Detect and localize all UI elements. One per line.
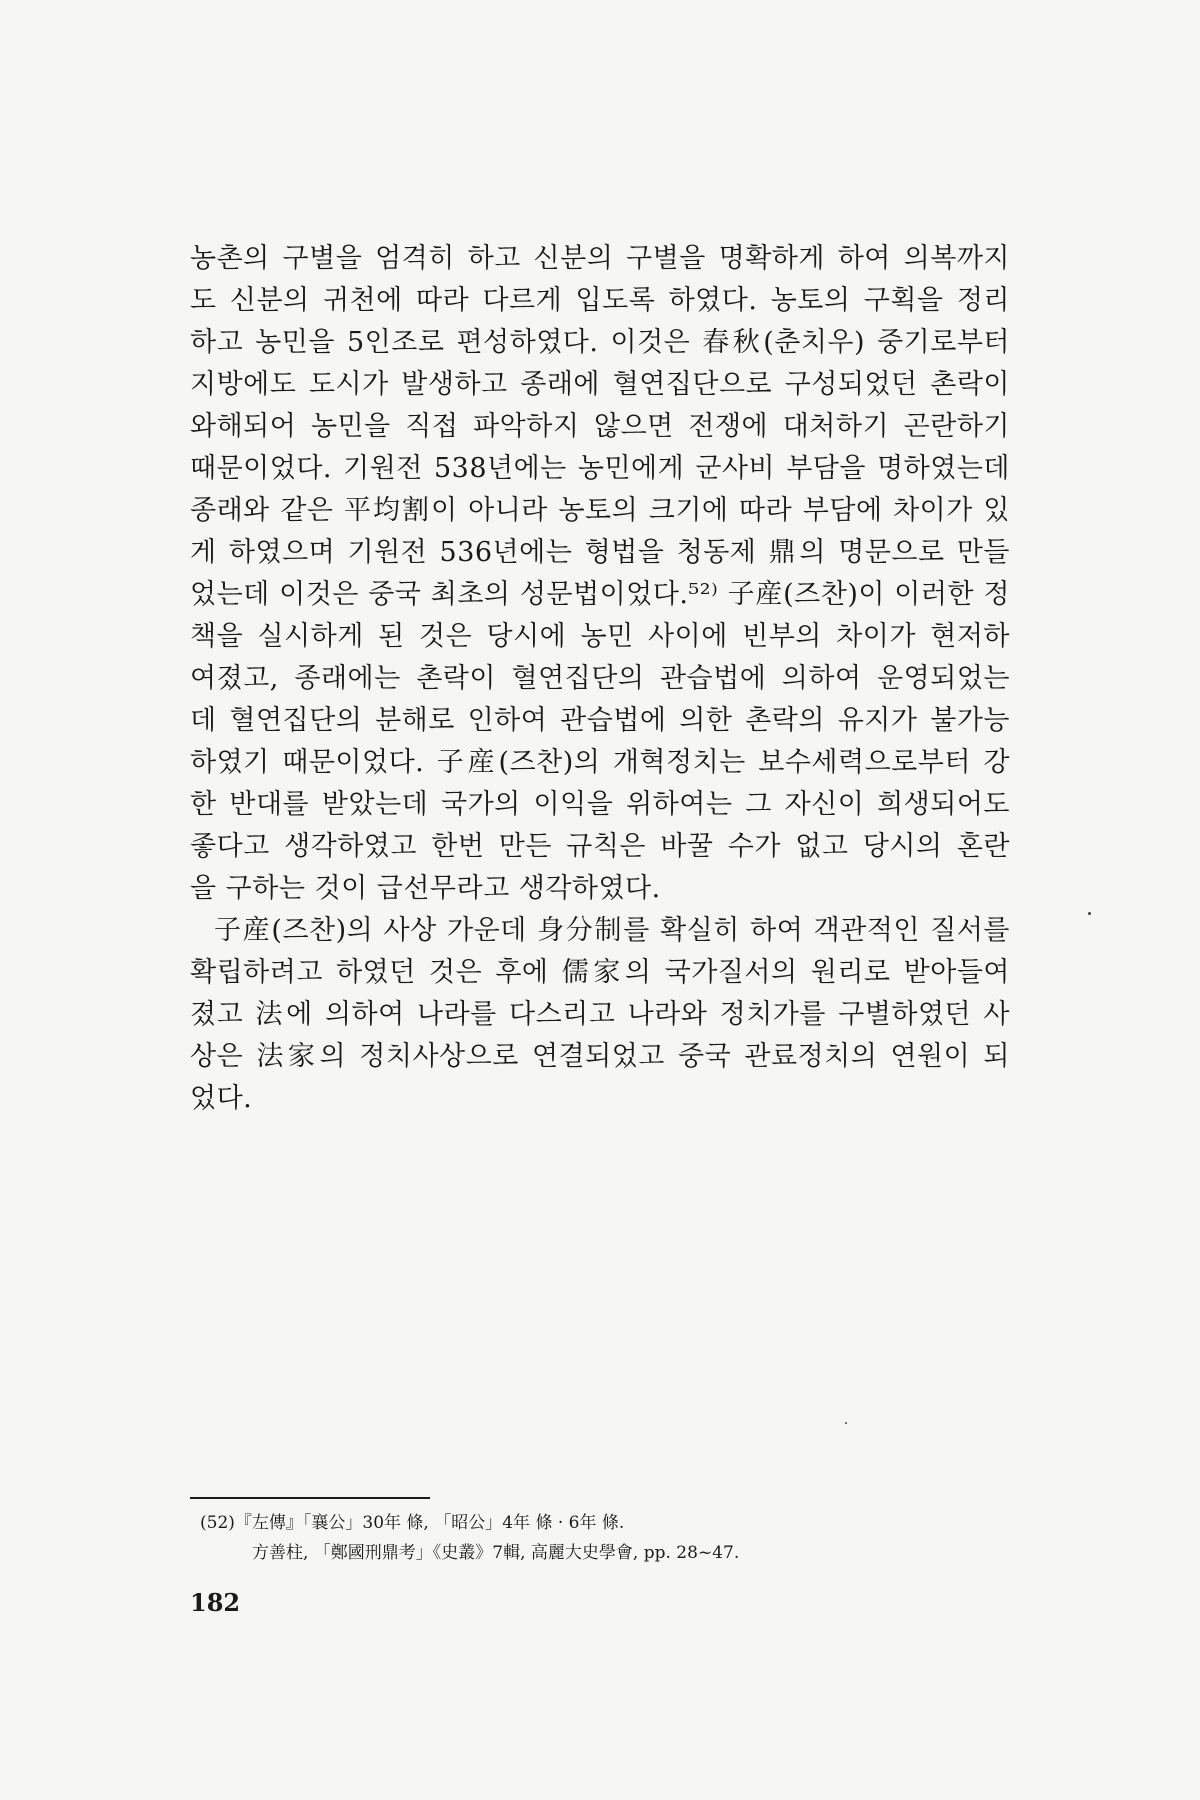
text-line: 책을 실시하게 된 것은 당시에 농민 사이에 빈부의 차이가 현저하 xyxy=(190,621,1010,652)
text-line: 와해되어 농민을 직접 파악하지 않으면 전쟁에 대처하기 곤란하기 xyxy=(190,411,1010,442)
text-line: 지방에도 도시가 발생하고 종래에 혈연집단으로 구성되었던 촌락이 xyxy=(190,369,1010,400)
text-line: 좋다고 생각하였고 한번 만든 규칙은 바꿀 수가 없고 당시의 혼란 xyxy=(190,831,1010,862)
text-line: 한 반대를 받았는데 국가의 이익을 위하여는 그 자신이 희생되어도 xyxy=(190,789,1010,820)
footnotes xyxy=(200,1508,900,1568)
footnote-divider xyxy=(190,1497,430,1499)
text-line: 었다. xyxy=(190,1083,253,1114)
text-line: 여졌고, 종래에는 촌락이 혈연집단의 관습법에 의하여 운영되었는 xyxy=(190,663,1010,694)
page-number: 182 xyxy=(190,1588,241,1617)
scan-speck xyxy=(1088,912,1091,915)
text-line: 때문이었다. 기원전 538년에는 농민에게 군사비 부담을 명하였는데 xyxy=(190,453,1010,484)
text-line: 子産(즈찬)의 사상 가운데 身分制를 확실히 하여 객관적인 질서를 xyxy=(214,915,1010,946)
text-line: 을 구하는 것이 급선무라고 생각하였다. xyxy=(190,873,661,904)
text-line: 었는데 이것은 중국 최초의 성문법이었다.⁵²⁾ 子産(즈찬)이 이러한 정 xyxy=(190,579,1010,610)
footnote-52-continuation: 方善柱, 「鄭國刑鼎考」《史叢》7輯, 高麗大史學會, pp. 28~47. xyxy=(252,1543,740,1563)
footnote-52: (52)『左傳』「襄公」30年 條, 「昭公」4年 條 · 6年 條. xyxy=(200,1513,625,1533)
text-line: 하고 농민을 5인조로 편성하였다. 이것은 春秋(춘치우) 중기로부터 xyxy=(190,327,1010,358)
text-line: 농촌의 구별을 엄격히 하고 신분의 구별을 명확하게 하여 의복까지 xyxy=(190,243,1010,274)
text-line: 상은 法家의 정치사상으로 연결되었고 중국 관료정치의 연원이 되 xyxy=(190,1041,1010,1072)
text-line: 하였기 때문이었다. 子産(즈찬)의 개혁정치는 보수세력으로부터 강 xyxy=(190,747,1010,778)
text-line: 도 신분의 귀천에 따라 다르게 입도록 하였다. 농토의 구획을 정리 xyxy=(190,285,1010,316)
text-line: 확립하려고 하였던 것은 후에 儒家의 국가질서의 원리로 받아들여 xyxy=(190,957,1010,988)
main-text xyxy=(190,238,1010,1120)
scan-speck xyxy=(845,1422,847,1424)
text-line: 졌고 法에 의하여 나라를 다스리고 나라와 정치가를 구별하였던 사 xyxy=(190,999,1010,1030)
text-line: 데 혈연집단의 분해로 인하여 관습법에 의한 촌락의 유지가 불가능 xyxy=(190,705,1010,736)
text-line: 게 하였으며 기원전 536년에는 형법을 청동제 鼎의 명문으로 만들 xyxy=(190,537,1010,568)
text-line: 종래와 같은 平均割이 아니라 농토의 크기에 따라 부담에 차이가 있 xyxy=(190,495,1010,526)
